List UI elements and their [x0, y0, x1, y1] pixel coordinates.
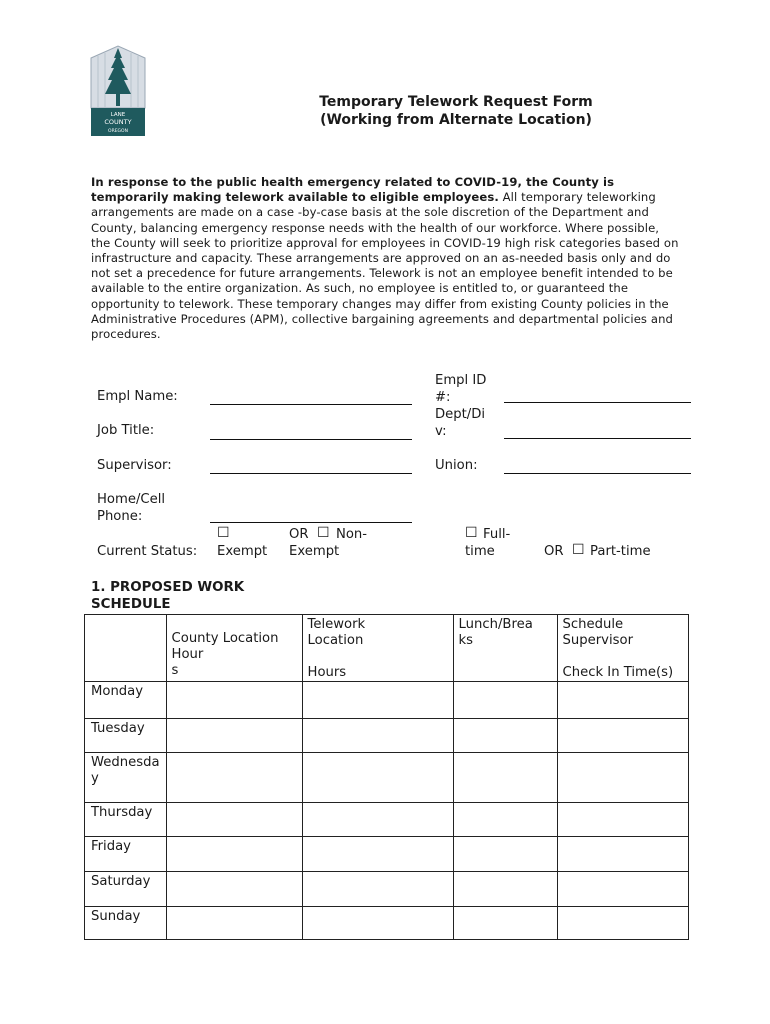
status-or-1: OR — [289, 527, 309, 542]
header-county-line-3: s — [171, 663, 179, 678]
saturday-telework-hours-cell[interactable] — [302, 872, 453, 907]
table-row — [85, 753, 689, 803]
part-time-label: Part-time — [590, 544, 651, 559]
non-exempt-label-2: Exempt — [289, 544, 340, 559]
monday-checkin-cell[interactable] — [557, 682, 688, 719]
schedule-table — [84, 614, 689, 940]
logo-text-county: COUNTY — [104, 118, 132, 126]
wednesday-checkin-cell[interactable] — [557, 753, 688, 803]
empl-name-label: Empl Name: — [97, 389, 178, 404]
friday-lunch-cell[interactable] — [453, 837, 557, 872]
day-thursday: Thursday — [85, 803, 167, 837]
header-telework-line-3: Hours — [307, 665, 347, 680]
table-row — [85, 719, 689, 753]
header-supervisor-line-2: Supervisor — [562, 633, 634, 648]
header-lunch-breaks — [453, 615, 557, 682]
header-telework-line-1: Telework — [307, 617, 366, 632]
fulltime-label-2: time — [465, 544, 495, 559]
tuesday-lunch-cell[interactable] — [453, 719, 557, 753]
header-county-line-2: Hour — [171, 647, 204, 662]
non-exempt-label-1: Non- — [336, 527, 368, 542]
union-field[interactable] — [504, 473, 691, 474]
page-title — [250, 93, 662, 129]
table-row — [85, 682, 689, 719]
day-wednesday — [85, 753, 167, 803]
friday-county-hours-cell[interactable] — [166, 837, 302, 872]
logo-text-oregon: OREGON — [108, 129, 128, 134]
thursday-checkin-cell[interactable] — [557, 803, 688, 837]
header-telework-location — [302, 615, 453, 682]
wednesday-lunch-cell[interactable] — [453, 753, 557, 803]
lane-county-logo — [89, 44, 147, 136]
header-lunch-line-2: ks — [458, 633, 474, 648]
monday-county-hours-cell[interactable] — [166, 682, 302, 719]
title-line-2: (Working from Alternate Location) — [320, 112, 592, 128]
logo-text-lane: LANE — [110, 112, 126, 118]
header-supervisor-line-3: Check In Time(s) — [562, 665, 674, 680]
day-tuesday: Tuesday — [85, 719, 167, 753]
exempt-checkbox[interactable]: ☐ — [217, 525, 230, 541]
intro-body-text: All temporary teleworking arrangements are made on a case -by-case basis at the sole discretion of the Department and County, balancing emergency response needs with the health of our workforce. Where possible, the County will seek to prioritize approval for employees in COVID-19 high risk categories based on infrastructure and capacity. These arrangements are approved on an as-needed basis only and do not set a precedence for future arrangements. Telework is not an employee benefit intended to be available to the entire organization. As such, no employee is entitled to, or guaranteed the opportunity to telework. These temporary changes may differ from existing County policies in the Administrative Procedures (APM), collective bargaining agreements and departmental policies and procedures. — [91, 190, 679, 342]
title-line-1: Temporary Telework Request Form — [319, 94, 593, 110]
friday-checkin-cell[interactable] — [557, 837, 688, 872]
table-row — [85, 872, 689, 907]
tuesday-checkin-cell[interactable] — [557, 719, 688, 753]
fulltime-checkbox[interactable]: ☐ — [465, 525, 478, 541]
empl-id-label-1: Empl ID — [435, 373, 487, 388]
dept-label-2: v: — [435, 424, 447, 439]
saturday-lunch-cell[interactable] — [453, 872, 557, 907]
schedule-heading — [91, 579, 244, 613]
exempt-label: Exempt — [217, 544, 268, 559]
intro-bold-text: In response to the public health emergency related to COVID-19, the County is temporarily making telework available to eligible employees. — [91, 175, 615, 205]
phone-label-1: Home/Cell — [97, 492, 166, 507]
header-lunch-line-1: Lunch/Brea — [458, 617, 533, 632]
current-status-label: Current Status: — [97, 544, 198, 559]
day-saturday: Saturday — [85, 872, 167, 907]
sunday-county-hours-cell[interactable] — [166, 907, 302, 940]
job-title-field[interactable] — [210, 439, 412, 440]
day-friday: Friday — [85, 837, 167, 872]
tuesday-telework-hours-cell[interactable] — [302, 719, 453, 753]
wednesday-county-hours-cell[interactable] — [166, 753, 302, 803]
saturday-county-hours-cell[interactable] — [166, 872, 302, 907]
saturday-checkin-cell[interactable] — [557, 872, 688, 907]
monday-telework-hours-cell[interactable] — [302, 682, 453, 719]
table-row — [85, 803, 689, 837]
header-supervisor-checkin — [557, 615, 688, 682]
header-county-location — [166, 615, 302, 682]
non-exempt-checkbox[interactable]: ☐ — [317, 525, 330, 541]
thursday-lunch-cell[interactable] — [453, 803, 557, 837]
intro-paragraph — [91, 175, 681, 342]
dept-label-1: Dept/Di — [435, 407, 486, 422]
day-wednesday-line-1: Wednesda — [91, 755, 160, 770]
day-monday: Monday — [85, 682, 167, 719]
job-title-label: Job Title: — [97, 423, 155, 438]
monday-lunch-cell[interactable] — [453, 682, 557, 719]
status-or-2: OR — [544, 544, 564, 559]
empl-id-label-2: #: — [435, 390, 451, 405]
day-wednesday-line-2: y — [91, 771, 99, 786]
schedule-header-row — [85, 615, 689, 682]
header-telework-line-2: Location — [307, 633, 364, 648]
dept-field[interactable] — [504, 438, 691, 439]
sunday-telework-hours-cell[interactable] — [302, 907, 453, 940]
header-supervisor-line-1: Schedule — [562, 617, 624, 632]
wednesday-telework-hours-cell[interactable] — [302, 753, 453, 803]
friday-telework-hours-cell[interactable] — [302, 837, 453, 872]
day-sunday: Sunday — [85, 907, 167, 940]
part-time-checkbox[interactable]: ☐ — [572, 542, 585, 558]
phone-field[interactable] — [210, 522, 412, 523]
schedule-heading-line-1: 1. PROPOSED WORK — [91, 580, 245, 595]
thursday-telework-hours-cell[interactable] — [302, 803, 453, 837]
sunday-lunch-cell[interactable] — [453, 907, 557, 940]
table-row — [85, 837, 689, 872]
thursday-county-hours-cell[interactable] — [166, 803, 302, 837]
supervisor-label: Supervisor: — [97, 458, 172, 473]
header-county-line-1: County Location — [171, 631, 279, 646]
sunday-checkin-cell[interactable] — [557, 907, 688, 940]
header-blank-cell — [85, 615, 167, 682]
empl-id-field[interactable] — [504, 402, 691, 403]
union-label: Union: — [435, 458, 478, 473]
empl-name-field[interactable] — [210, 404, 412, 405]
phone-label-2: Phone: — [97, 509, 143, 524]
supervisor-field[interactable] — [210, 473, 412, 474]
schedule-heading-line-2: SCHEDULE — [91, 597, 171, 612]
tuesday-county-hours-cell[interactable] — [166, 719, 302, 753]
fulltime-label-1: Full- — [483, 527, 511, 542]
table-row — [85, 907, 689, 940]
